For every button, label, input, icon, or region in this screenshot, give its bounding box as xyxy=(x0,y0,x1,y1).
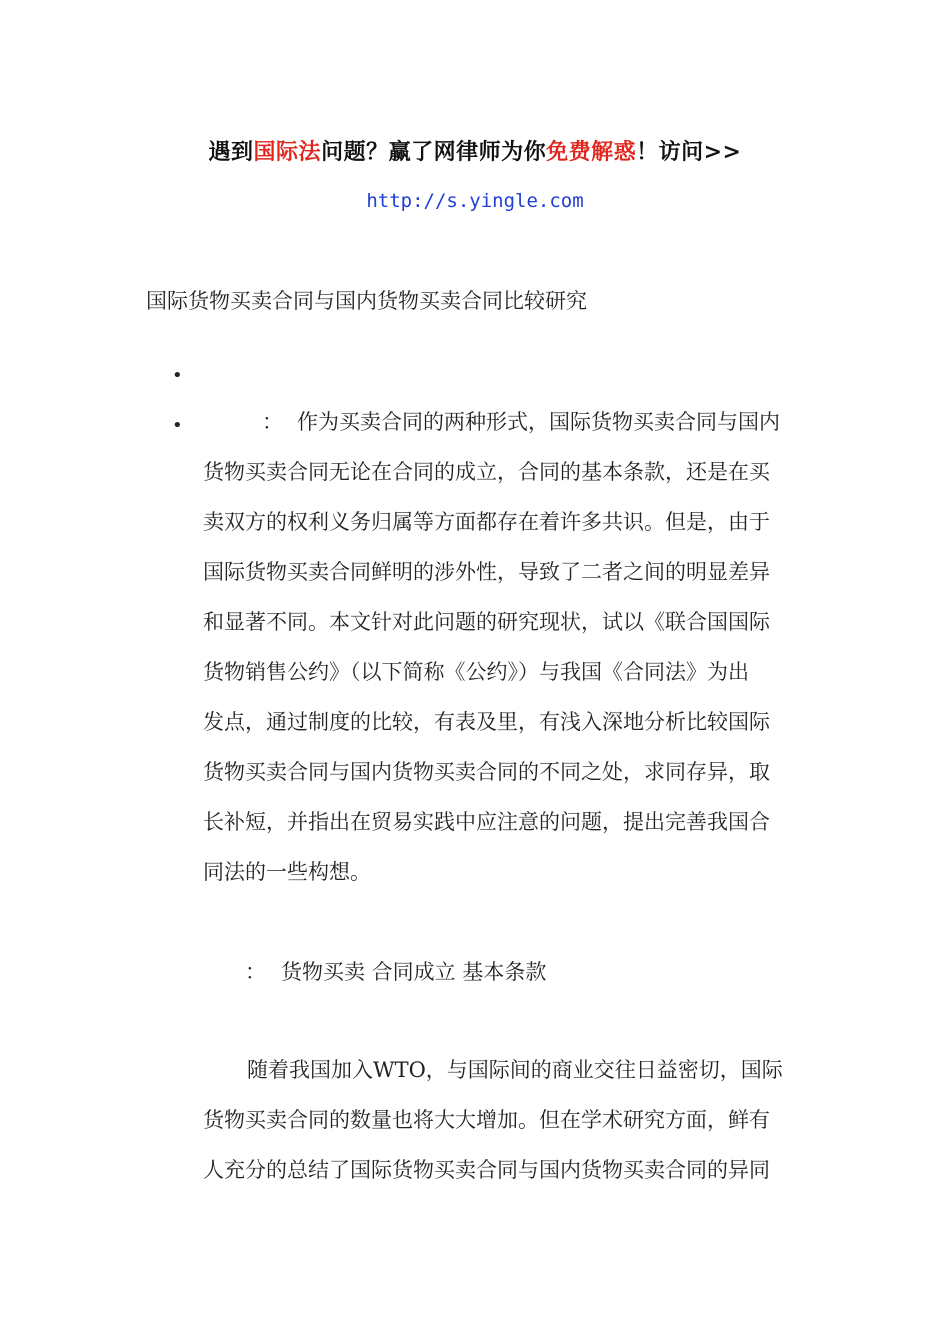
website-link[interactable]: http://s.yingle.com xyxy=(366,190,584,212)
abstract-line: 发点，通过制度的比较，有表及里，有浅入深地分析比较国际 xyxy=(203,710,770,734)
abstract-line: 长补短，并指出在贸易实践中应注意的问题，提出完善我国合 xyxy=(203,810,770,834)
abstract-line: 国际货物买卖合同鲜明的涉外性，导致了二者之间的明显差异 xyxy=(203,560,770,584)
abstract-line: 货物销售公约》（以下简称《公约》）与我国《合同法》为出 xyxy=(203,660,749,684)
body-line: 货物买卖合同的数量也将大大增加。但在学术研究方面，鲜有 xyxy=(203,1108,770,1132)
abstract-paragraph xyxy=(203,397,813,897)
abstract-line: 卖双方的权利义务归属等方面都存在着许多共识。但是，由于 xyxy=(203,510,770,534)
keywords-colon: ： xyxy=(245,960,266,984)
banner-text-1: 遇到 xyxy=(208,139,254,165)
banner-text-2: 问题？赢了网律师为你 xyxy=(321,139,547,165)
abstract-line: ： 作为买卖合同的两种形式，国际货物买卖合同与国内 xyxy=(203,397,813,447)
bullet-marker: • xyxy=(172,365,183,386)
banner-text-3: ！访问>> xyxy=(636,139,742,165)
body-line: 随着我国加入WTO，与国际间的商业交往日益密切，国际 xyxy=(247,1058,783,1082)
document-title: 国际货物买卖合同与国内货物买卖合同比较研究 xyxy=(146,289,587,313)
keywords-line xyxy=(245,947,546,997)
banner-highlight-international-law: 国际法 xyxy=(253,139,322,165)
body-line: 人充分的总结了国际货物买卖合同与国内货物买卖合同的异同 xyxy=(203,1158,770,1182)
abstract-line: 货物买卖合同无论在合同的成立，合同的基本条款，还是在买 xyxy=(203,460,770,484)
keywords-text: 货物买卖 合同成立 基本条款 xyxy=(281,960,547,984)
abstract-line: 和显著不同。本文针对此问题的研究现状，试以《联合国国际 xyxy=(203,610,770,634)
body-paragraph xyxy=(203,1045,813,1195)
abstract-line: 货物买卖合同与国内货物买卖合同的不同之处，求同存异，取 xyxy=(203,760,770,784)
banner-highlight-free: 免费解惑 xyxy=(546,139,637,165)
abstract-line: 同法的一些构想。 xyxy=(203,860,371,884)
abstract-colon: ： xyxy=(262,410,283,434)
promo-banner[interactable] xyxy=(0,134,950,170)
bullet-marker: • xyxy=(172,415,183,436)
